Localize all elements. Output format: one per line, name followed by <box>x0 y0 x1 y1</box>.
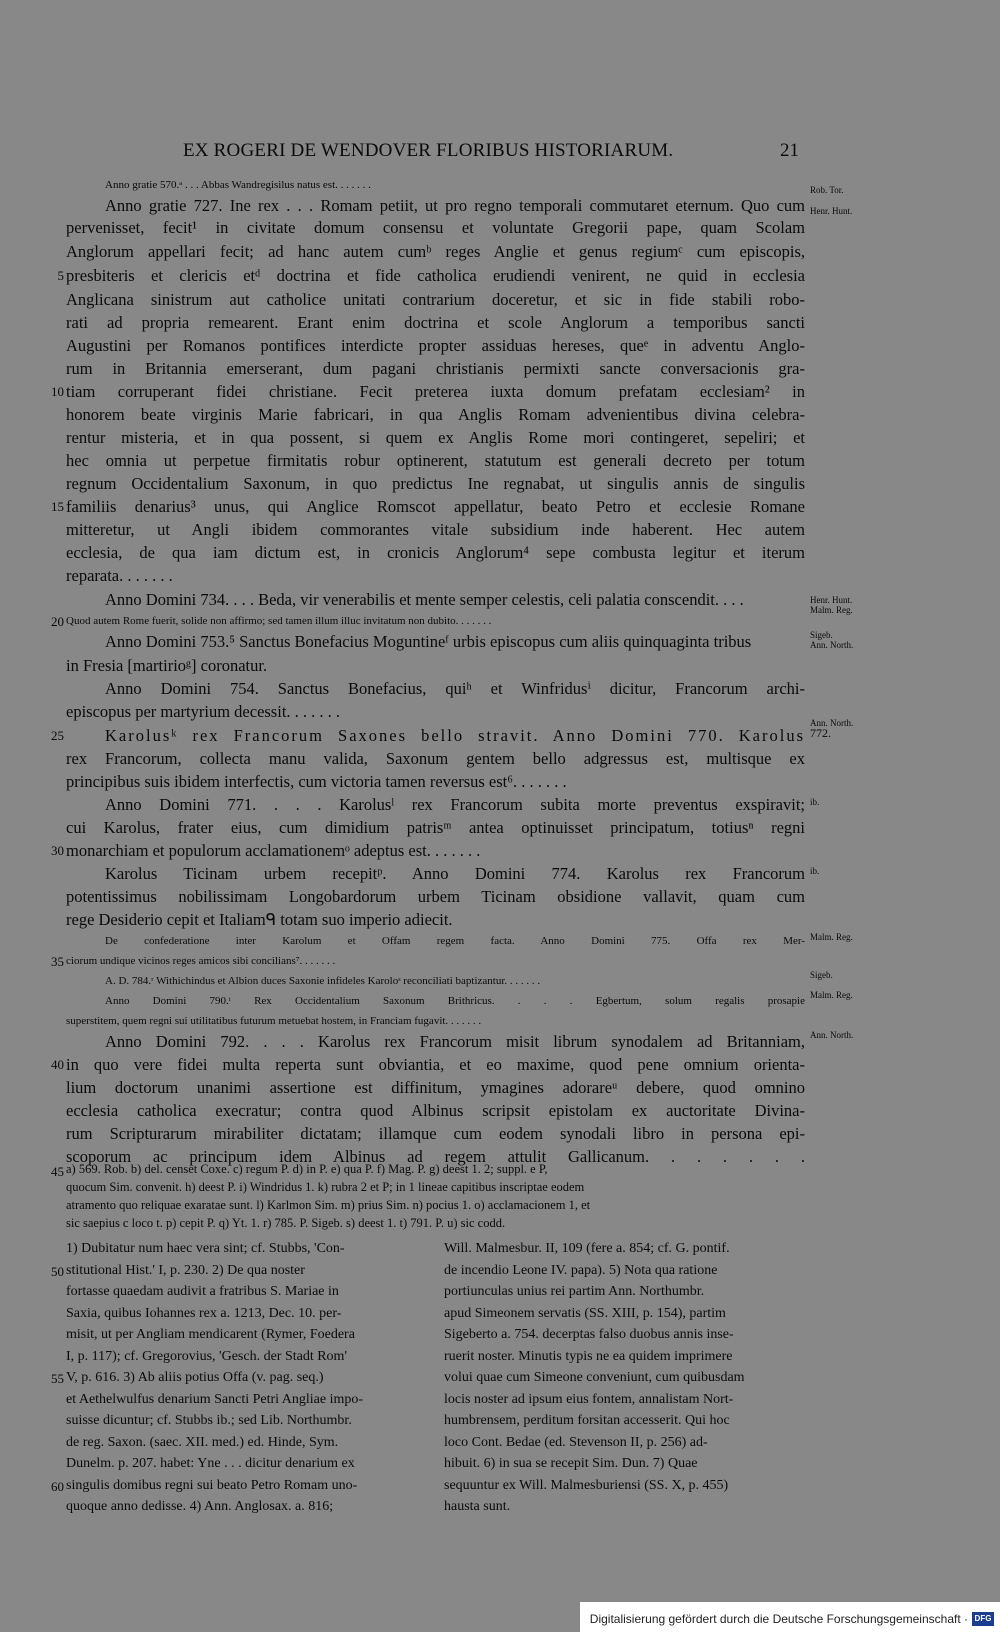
source-note: Malm. Reg. <box>810 605 853 615</box>
note-line: Sigeberto a. 754. decerptas falso duobus annis inse- <box>444 1327 734 1342</box>
line-number: 15 <box>51 499 64 514</box>
text-line: rum Scripturarum mirabiliter dictatam; illamque cum eodem synodali libro in persona epi- <box>66 1124 805 1143</box>
text-line: scoporum ac principum idem Albinus ad regem attulit Gallicanum. . . . . . . <box>66 1147 805 1166</box>
apparatus-line: quocum Sim. convenit. h) deest P. i) Windridus 1. k) rubra 2 et P; in 1 lineae capitibus inscriptae eodem <box>66 1180 585 1194</box>
source-note: 772. <box>810 726 831 740</box>
text-line: Anno Domini 754. Sanctus Bonefacius, quiʰ et Winfridusⁱ dicitur, Francorum archi- <box>105 679 805 698</box>
note-line: stitutional Hist.' I, p. 230. 2) De qua noster <box>66 1262 305 1278</box>
text-line: A. D. 784.ʳ Withichindus et Albion duces Saxonie infideles Karoloˢ reconciliati baptizantur. . . . . . . <box>105 975 541 987</box>
text-line: Anglorum appellari fecit; ad hanc autem cumᵇ reges Anglie et genus regiumᶜ cum episcopis, <box>66 242 805 261</box>
apparatus-line: a) 569. Rob. b) del. censet Coxe. c) regum P. d) in P. e) qua P. f) Mag. P. g) deest 1. 2; suppl. e P, <box>66 1162 548 1176</box>
text-line: presbiteris et clericis etᵈ doctrina et fide catholica erudiendi venirent, ne quid in ecclesia <box>66 266 805 285</box>
text-line: hec omnia ut perpetue firmitatis robur optinerent, statutum est generali decreto per totum <box>66 451 805 470</box>
source-note: Henr. Hunt. <box>810 206 853 216</box>
note-line: apud Simeonem servatis (SS. XIII, p. 154), partim <box>444 1305 726 1321</box>
line-number: 5 <box>57 268 64 283</box>
text-line: Augustini per Romanos pontifices interdicte propter assiduas hereses, queᵉ in adventu Anglo- <box>66 336 805 355</box>
source-note: Sigeb. <box>810 630 833 640</box>
note-line: de incendio Leone IV. papa). 5) Nota qua ratione <box>444 1262 718 1278</box>
note-line: quoque anno dedisse. 4) Ann. Anglosax. a. 816; <box>66 1499 334 1514</box>
source-note: Malm. Reg. <box>810 932 853 942</box>
text-line: familiis denarius³ unus, qui Anglice Romscot appellatur, beato Petro et ecclesie Romane <box>66 497 805 516</box>
note-line: locis noster ad ipsum eius fontem, annalistam Nort- <box>444 1391 734 1407</box>
source-note: Ann. North. <box>810 718 854 728</box>
line-number: 60 <box>51 1479 64 1494</box>
note-line: sequuntur ex Will. Malmesburiensi (SS. X, p. 455) <box>444 1477 729 1493</box>
page-number: 21 <box>780 140 799 161</box>
note-line: I, p. 117); cf. Gregorovius, 'Gesch. der Stadt Rom' <box>66 1348 347 1364</box>
text-line: lium doctorum unanimi assertione est diffinitum, ymagines adorareᵘ debere, quod omnino <box>66 1078 805 1097</box>
text-line: in Fresia [martirioᵍ] coronatur. <box>66 656 268 675</box>
line-number: 35 <box>51 954 64 969</box>
source-note: ib. <box>810 866 820 876</box>
text-line: reparata. . . . . . . <box>66 566 173 585</box>
source-note: Ann. North. <box>810 1030 854 1040</box>
text-line: tiam corruperant fidei christiane. Fecit preterea iuxta domum prefatam ecclesiam² in <box>66 382 805 401</box>
text-line: pervenisset, fecit¹ in civitate domum consensu et voluntate Gregorii pape, quam Scolam <box>66 218 805 237</box>
text-line: Anno gratie 570.ᵃ . . . Abbas Wandregisilus natus est. . . . . . . <box>105 179 371 191</box>
text-line: potentissimus nobilissimam Longobardorum urbem Ticinam obsidione vallavit, quam cum <box>66 887 805 906</box>
text-line: rati ad propria remearent. Erant enim doctrina et scole Anglorum a temporibus sancti <box>66 313 805 332</box>
page-title: EX ROGERI DE WENDOVER FLORIBUS HISTORIARUM. <box>183 140 674 161</box>
text-line: rege Desiderio cepit et Italiamᑫ totam suo imperio adiecit. <box>66 910 453 929</box>
source-note: Malm. Reg. <box>810 990 853 1000</box>
note-line: ruerit noster. Minutis typis ne ea quidem imprimere <box>444 1348 733 1364</box>
text-line: rex Francorum, collecta manu valida, Saxonum gentem bello adgressus est, multisque ex <box>66 749 805 768</box>
note-line: Will. Malmesbur. II, 109 (fere a. 854; cf. G. pontif. <box>444 1241 730 1256</box>
text-line: Karolus Ticinam urbem recepitᵖ. Anno Domini 774. Karolus rex Francorum <box>105 864 805 883</box>
note-line: hibuit. 6) in sua se recepit Sim. Dun. 7) Quae <box>444 1456 698 1471</box>
source-note: Sigeb. <box>810 970 833 980</box>
text-line: Anno Domini 771. . . . Karolusˡ rex Francorum subita morte preventus exspiravit; <box>105 795 805 814</box>
source-note: Ann. North. <box>810 640 854 650</box>
line-number: 50 <box>51 1264 64 1279</box>
text-line: principibus suis ibidem interfectis, cum victoria tamen reversus est⁶. . . . . . . <box>66 772 567 791</box>
apparatus-line: atramento quo reliquae exaratae sunt. l) Karlmon Sim. m) prius Sim. n) pocius 1. o) acclamacionem 1, et <box>66 1198 591 1212</box>
source-note: Henr. Hunt. <box>810 595 853 605</box>
apparatus-line: sic saepius c loco t. p) cepit P. q) Yt. 1. r) 785. P. Sigeb. s) deest 1. t) 791. P. u) sic codd. <box>66 1216 506 1230</box>
funding-text: Digitalisierung gefördert durch die Deutsche Forschungsgemeinschaft · <box>589 1612 968 1626</box>
notes-left <box>66 1238 430 1518</box>
dfg-logo: DFG <box>972 1612 994 1626</box>
note-line: humbrensem, perditum forsitan accesserit. Qui hoc <box>444 1413 730 1428</box>
notes-right <box>444 1238 806 1518</box>
text-line: ecclesia catholica execratur; contra quod Albinus scripsit epistolam ex auctoritate Divina- <box>66 1101 805 1120</box>
note-line: suisse dicuntur; cf. Stubbs ib.; sed Lib. Northumbr. <box>66 1413 352 1428</box>
text-line: superstitem, quem regni sui utilitatibus futurum metuebat hostem, in Franciam fugavit. . . . . . . <box>66 1015 482 1027</box>
line-number: 55 <box>51 1371 64 1386</box>
text-line: in quo vere fidei multa reperta sunt obviantia, et eo maxime, quod pene omnium orienta- <box>66 1055 805 1074</box>
text-line: monarchiam et populorum acclamationemᵒ adeptus est. . . . . . . <box>66 841 481 860</box>
text-line: honorem beate virginis Marie fabricari, in qua Anglis Romam advenientibus divina celebra- <box>66 405 805 424</box>
note-line: de reg. Saxon. (saec. XII. med.) ed. Hinde, Sym. <box>66 1434 339 1450</box>
note-line: singulis domibus regni sui beato Petro Romam uno- <box>66 1477 358 1493</box>
note-line: portiunculas unius rei partim Ann. Northumbr. <box>444 1284 705 1299</box>
text-line: regnum Occidentalium Saxonum, in quo predictus Ine regnabat, ut singulis annis de singulis <box>66 474 805 493</box>
running-header <box>0 140 1000 164</box>
text-line: Anno Domini 753.⁵ Sanctus Bonefacius Moguntineᶠ urbis episcopus cum aliis quinquaginta tribus <box>105 632 752 651</box>
text-line: mitteretur, ut Angli ibidem commorantes vitale subsidium inde haberent. Hec autem <box>66 520 805 539</box>
text-line: De confederatione inter Karolum et Offam regem facta. Anno Domini 775. Offa rex Mer- <box>105 935 805 947</box>
note-line: Saxia, quibus Iohannes rex a. 1213, Dec. 10. per- <box>66 1305 342 1321</box>
line-number: 45 <box>51 1164 64 1179</box>
note-line: 1) Dubitatur num haec vera sint; cf. Stubbs, 'Con- <box>66 1241 345 1256</box>
note-line: hausta sunt. <box>444 1499 511 1514</box>
text-line: Anno gratie 727. Ine rex . . . Romam petiit, ut pro regno temporali commutaret eternum. Quo cum <box>105 196 805 215</box>
text-line: rum in Britannia emerserant, dum pagani christianis permixti sancte conversacionis gra- <box>66 359 805 378</box>
line-number: 30 <box>51 843 64 858</box>
note-line: Dunelm. p. 207. habet: Yne . . . dicitur denarium ex <box>66 1456 355 1471</box>
source-note: Rob. Tor. <box>810 185 844 195</box>
note-line: loco Cont. Bedae (ed. Stevenson II, p. 256) ad- <box>444 1434 708 1450</box>
note-line: misit, ut per Angliam mendicarent (Rymer, Foedera <box>66 1327 355 1342</box>
text-line: Anglicana sinistrum aut catholice unitati contrarium doceretur, et sic in fide stabili robo- <box>66 290 805 309</box>
note-line: et Aethelwulfus denarium Sancti Petri Angliae impo- <box>66 1391 364 1407</box>
text-line: Anno Domini 792. . . . Karolus rex Francorum misit librum synodalem ad Britanniam, <box>105 1032 805 1051</box>
text-line: Anno Domini 790.ᵗ Rex Occidentalium Saxonum Brithricus. . . . Egbertum, solum regalis prosapie <box>105 995 805 1007</box>
text-line: Quod autem Rome fuerit, solide non affirmo; sed tamen illum illuc invitatum non dubito. . . . . . . <box>66 615 492 627</box>
line-number: 10 <box>51 384 64 399</box>
text-line: ecclesia, de qua iam dictum est, in cronicis Anglorum⁴ sepe combusta legitur et iterum <box>66 543 805 562</box>
note-line: V, p. 616. 3) Ab aliis potius Offa (v. pag. seq.) <box>66 1370 324 1385</box>
text-line: rentur misteria, et in qua possent, si quem ex Anglis Rome mori contingeret, sepeliri; et <box>66 428 805 447</box>
note-line: fortasse quaedam audivit a fratribus S. Mariae in <box>66 1284 339 1299</box>
text-line: Anno Domini 734. . . . Beda, vir venerabilis et mente semper celestis, celi palatia conscendit. . . . <box>105 590 744 609</box>
line-number: 40 <box>51 1057 64 1072</box>
line-number: 20 <box>51 614 64 629</box>
text-line: Karolusᵏ rex Francorum Saxones bello stravit. Anno Domini 770. Karolus <box>105 726 805 745</box>
text-line: episcopus per martyrium decessit. . . . . . . <box>66 702 341 721</box>
text-line: ciorum undique vicinos reges amicos sibi concilians⁷. . . . . . . <box>66 955 336 967</box>
line-number: 25 <box>51 728 64 743</box>
source-note: ib. <box>810 797 820 807</box>
note-line: volui quae cum Simeone conveniunt, cum quibusdam <box>444 1370 745 1385</box>
funding-footer <box>580 1602 1000 1632</box>
text-line: cui Karolus, frater eius, cum dimidium patrisᵐ antea optinuisset principatum, totiusⁿ regni <box>66 818 805 837</box>
